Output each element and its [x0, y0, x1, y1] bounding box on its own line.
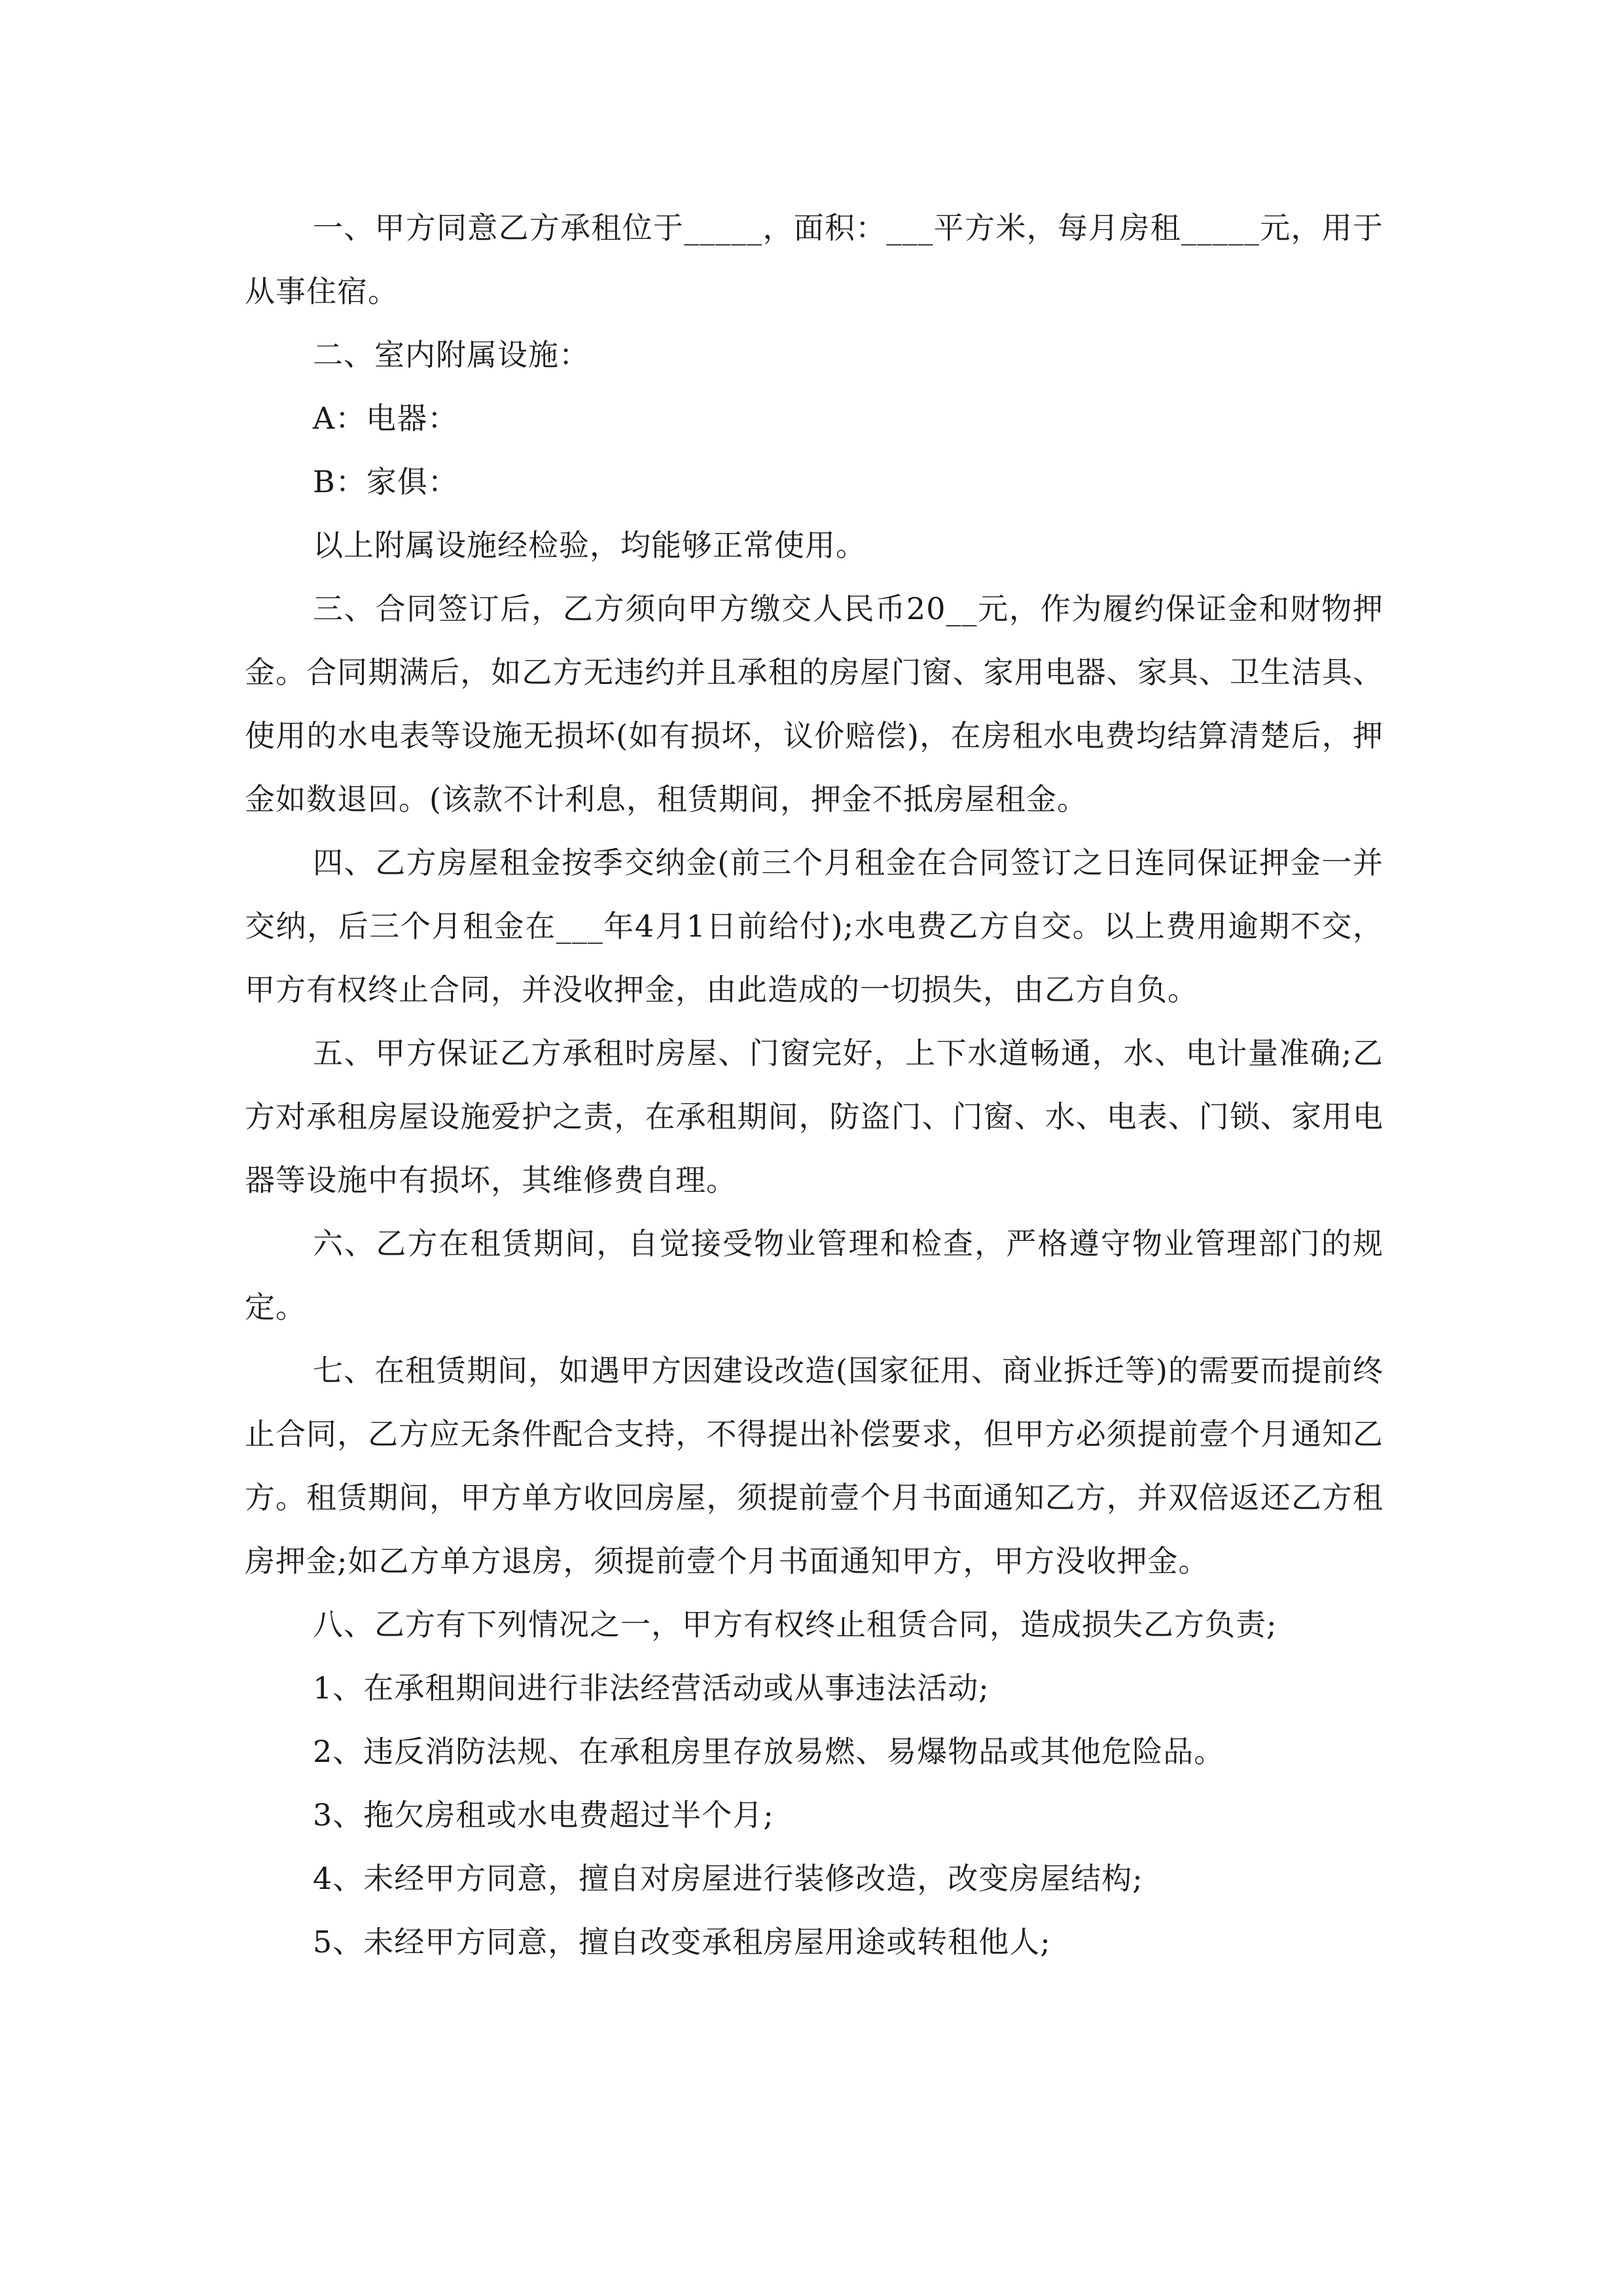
clause-5: 五、甲方保证乙方承租时房屋、门窗完好，上下水道畅通，水、电计量准确;乙方对承租房屋设施爱护之责，在承租期间，防盗门、门窗、水、电表、门锁、家用电器等设施中有损坏，其维修费自理。	[245, 1035, 1383, 1198]
clause-8-item-4: 4、未经甲方同意，擅自对房屋进行装修改造，改变房屋结构;	[313, 1861, 1143, 1896]
document-body	[245, 196, 1383, 1974]
facility-inspection-note: 以上附属设施经检验，均能够正常使用。	[313, 528, 866, 563]
facility-appliances: A：电器：	[313, 401, 459, 436]
clause-8-item-3: 3、拖欠房租或水电费超过半个月;	[313, 1797, 774, 1833]
clause-7: 七、在租赁期间，如遇甲方因建设改造(国家征用、商业拆迁等)的需要而提前终止合同，乙方应无条件配合支持，不得提出补偿要求，但甲方必须提前壹个月通知乙方。租赁期间，甲方单方收回房屋，须提前壹个月书面通知乙方，并双倍返还乙方租房押金;如乙方单方退房，须提前壹个月书面通知甲方，甲方没收押金。	[245, 1353, 1383, 1579]
clause-1: 一、甲方同意乙方承租位于_____，面积：___平方米，每月房租_____元，用于从事住宿。	[245, 210, 1383, 309]
clause-3: 三、合同签订后，乙方须向甲方缴交人民币20__元，作为履约保证金和财物押金。合同期满后，如乙方无违约并且承租的房屋门窗、家用电器、家具、卫生洁具、使用的水电表等设施无损坏(如有损坏，议价赔偿)，在房租水电费均结算清楚后，押金如数退回。(该款不计利息，租赁期间，押金不抵房屋租金。	[245, 591, 1383, 817]
clause-4: 四、乙方房屋租金按季交纳金(前三个月租金在合同签订之日连同保证押金一并交纳，后三个月租金在___年4月1日前给付);水电费乙方自交。以上费用逾期不交，甲方有权终止合同，并没收押金，由此造成的一切损失，由乙方自负。	[245, 845, 1383, 1007]
clause-8-item-1: 1、在承租期间进行非法经营活动或从事违法活动;	[313, 1670, 990, 1706]
clause-6: 六、乙方在租赁期间，自觉接受物业管理和检查，严格遵守物业管理部门的规定。	[245, 1226, 1383, 1325]
facility-furniture: B：家俱：	[313, 464, 459, 499]
clause-8-item-2: 2、违反消防法规、在承租房里存放易燃、易爆物品或其他危险品。	[313, 1734, 1225, 1769]
clause-2-heading: 二、室内附属设施：	[313, 337, 590, 372]
clause-8-item-5: 5、未经甲方同意，擅自改变承租房屋用途或转租他人;	[313, 1924, 1051, 1960]
clause-8-heading: 八、乙方有下列情况之一，甲方有权终止租赁合同，造成损失乙方负责;	[313, 1607, 1277, 1642]
